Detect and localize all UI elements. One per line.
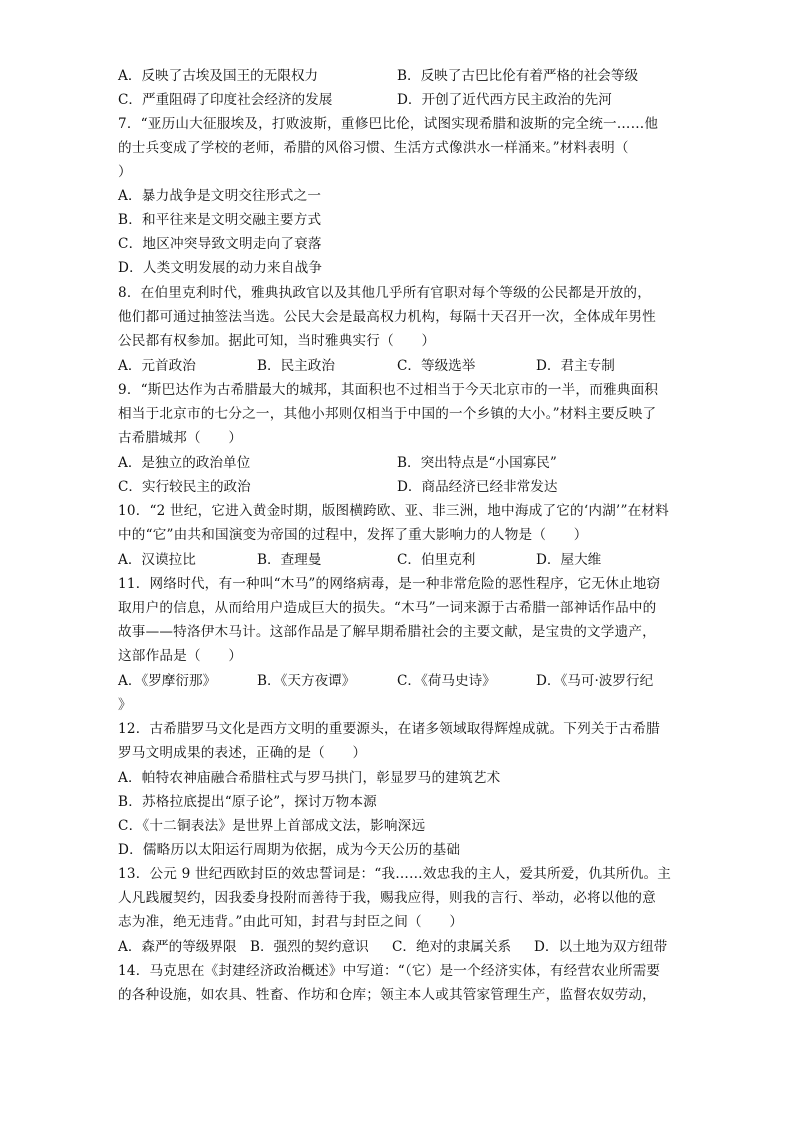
q6-option-c: C．严重阻碍了印度社会经济的发展 (118, 92, 333, 108)
q13-stem-line2: 人凡践履契约，因我委身投附而善待于我，赐我应得，则我的言行、举动，必将以他的意 (118, 890, 656, 906)
q13-stem-line1: 13．公元 9 世纪西欧封臣的效忠誓词是：“我……效忠我的主人，爱其所爱，仇其所仇。主 (118, 866, 672, 882)
q7-option-c: C．地区冲突导致文明走向了衰落 (118, 236, 322, 252)
q8-option-c: C．等级选举 (397, 358, 476, 374)
q13-option-c: C．绝对的隶属关系 (392, 939, 512, 955)
q7-stem-line3: ） (118, 164, 132, 180)
q8-option-b: B．民主政治 (257, 358, 335, 374)
q13-stem-line3: 志为准，绝无违背。”由此可知，封君与封臣之间（ ） (118, 914, 464, 930)
q11-option-a: A．《罗摩衍那》 (118, 673, 217, 689)
q11-option-b: B．《天方夜谭》 (257, 673, 356, 689)
q12-option-a: A．帕特农神庙融合希腊柱式与罗马拱门，彰显罗马的建筑艺术 (118, 770, 501, 786)
q14-stem-line1: 14．马克思在《封建经济政治概述》中写道：“（它）是一个经济实体，有经营农业所需要 (118, 963, 661, 979)
q11-stem-line3: 故事——特洛伊木马计。这部作品是了解早期希腊社会的主要文献，是宝贵的文学遗产， (118, 624, 656, 640)
q8-stem-line2: 他们都可通过抽签法当选。公民大会是最高权力机构，每隔十天召开一次，全体成年男性 (118, 309, 656, 325)
q12-option-b: B．苏格拉底提出“原子论”，探讨万物本源 (118, 794, 377, 810)
q11-option-d-continuation: 》 (118, 697, 132, 713)
q8-stem-line3: 公民都有权参加。据此可知，当时雅典实行（ ） (118, 333, 436, 349)
q6-option-a: A．反映了古埃及国王的无限权力 (118, 68, 319, 84)
q8-option-d: D．君主专制 (536, 358, 615, 374)
q10-stem-line1: 10．“2 世纪，它进入黄金时期，版图横跨欧、亚、非三洲，地中海成了它的‘内湖’”在材料 (118, 503, 669, 519)
q14-stem-line2: 的各种设施，如农具、牲畜、作坊和仓库；领主本人或其管家管理生产，监督农奴劳动， (118, 987, 656, 1003)
q10-option-b: B．查理曼 (257, 552, 322, 568)
q10-option-a: A．汉谟拉比 (118, 552, 196, 568)
q11-option-d: D．《马可·波罗行纪 (536, 673, 654, 689)
q11-stem-line4: 这部作品是（ ） (118, 648, 243, 664)
q9-stem-line3: 古希腊城邦（ ） (118, 430, 243, 446)
q9-stem-line1: 9．“斯巴达作为古希腊最大的城邦，其面积也不过相当于今天北京市的一半，而雅典面积 (118, 382, 659, 398)
q9-option-a: A．是独立的政治单位 (118, 455, 251, 471)
q13-option-b: B．强烈的契约意识 (250, 939, 369, 955)
q10-option-d: D．屋大维 (536, 552, 602, 568)
q9-option-c: C．实行较民主的政治 (118, 479, 251, 495)
q7-option-a: A．暴力战争是文明交往形式之一 (118, 188, 322, 204)
q9-stem-line2: 相当于北京市的七分之一，其他小邦则仅相当于中国的一个乡镇的大小。”材料主要反映了 (118, 406, 657, 422)
q7-option-d: D．人类文明发展的动力来自战争 (118, 260, 323, 276)
q6-option-b: B．反映了古巴比伦有着严格的社会等级 (397, 68, 639, 84)
q12-option-c: C．《十二铜表法》是世界上首部成文法，影响深远 (118, 818, 426, 834)
q10-stem-line2: 中的“它”由共和国演变为帝国的过程中，发挥了重大影响力的人物是（ ） (118, 527, 588, 543)
q7-stem-line2: 的士兵变成了学校的老师，希腊的风俗习惯、生活方式像洪水一样涌来。”材料表明（ (118, 140, 629, 156)
q7-option-b: B．和平往来是文明交融主要方式 (118, 212, 322, 228)
q8-option-a: A．元首政治 (118, 358, 196, 374)
q12-stem-line2: 罗马文明成果的表述，正确的是（ ） (118, 745, 367, 761)
q7-stem-line1: 7．“亚历山大征服埃及，打败波斯，重修巴比伦，试图实现希腊和波斯的完全统一……他 (118, 116, 659, 132)
q11-stem-line1: 11．网络时代，有一种叫“木马”的网络病毒，是一种非常危险的恶性程序，它无休止地窃 (118, 576, 661, 592)
q10-option-c: C．伯里克利 (397, 552, 476, 568)
q6-option-d: D．开创了近代西方民主政治的先河 (397, 92, 612, 108)
q8-stem-line1: 8．在伯里克利时代，雅典执政官以及其他几乎所有官职对每个等级的公民都是开放的， (118, 285, 652, 301)
q13-option-a: A．森严的等级界限 (118, 939, 237, 955)
q12-option-d: D．儒略历以太阳运行周期为依据，成为今天公历的基础 (118, 842, 461, 858)
q9-option-d: D．商品经济已经非常发达 (397, 479, 558, 495)
q12-stem-line1: 12．古希腊罗马文化是西方文明的重要源头，在诸多领域取得辉煌成就。下列关于古希腊 (118, 721, 660, 737)
q11-stem-line2: 取用户的信息，从而给用户造成巨大的损失。“木马”一词来源于古希腊一部神话作品中的 (118, 600, 657, 616)
q11-option-c: C．《荷马史诗》 (397, 673, 496, 689)
q13-option-d: D．以土地为双方纽带 (534, 939, 668, 955)
q9-option-b: B．突出特点是“小国寡民” (397, 455, 557, 471)
